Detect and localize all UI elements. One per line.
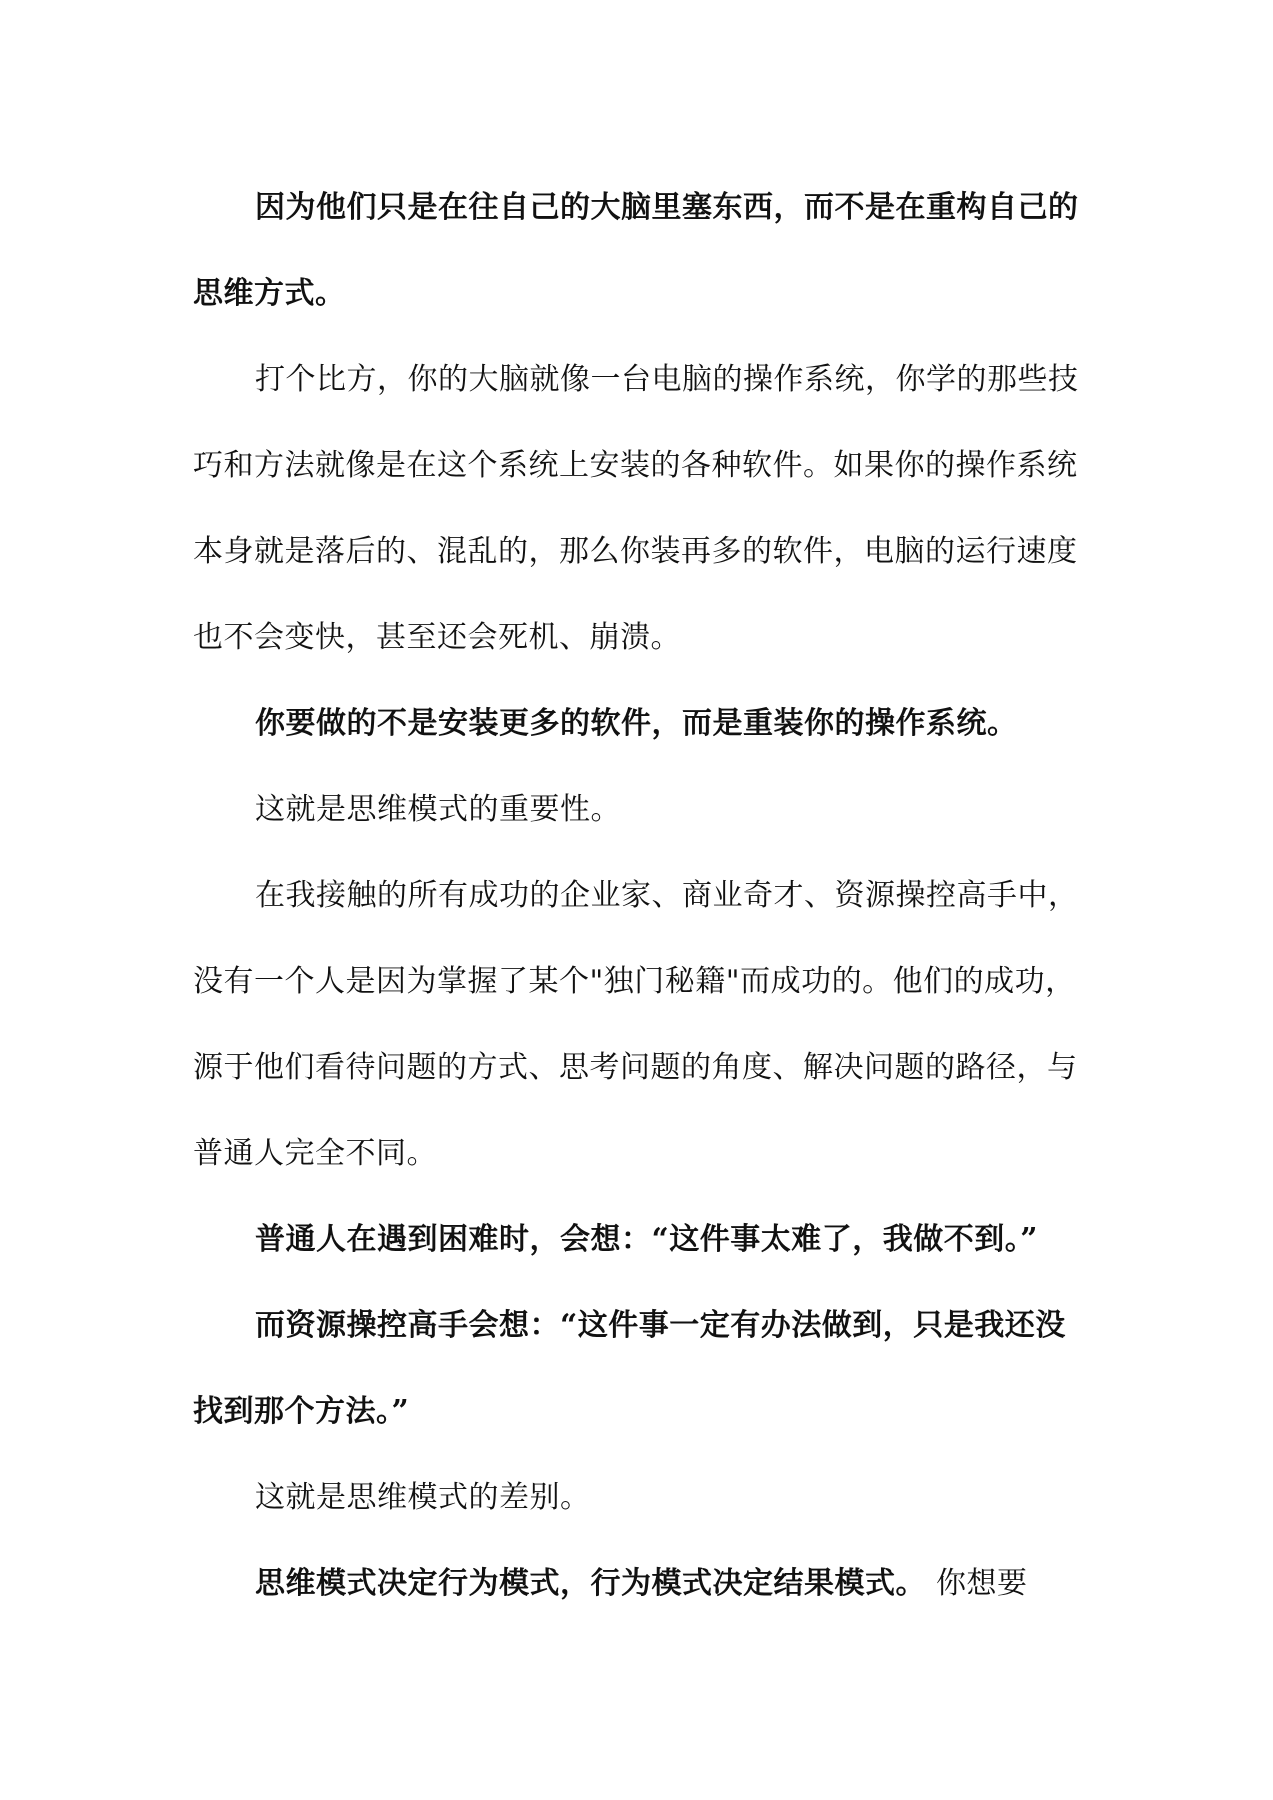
paragraph-7-bold-text: 而资源操控高手会想：“这件事一定有办法做到，只是我还没找到那个方法。” [193,1308,1066,1429]
paragraph-3-bold-text: 你要做的不是安装更多的软件，而是重装你的操作系统。 [255,706,1018,741]
paragraph-5-text: 在我接触的所有成功的企业家、商业奇才、资源操控高手中，没有一个人是因为掌握了某个"独门秘籍"而成功的。他们的成功，源于他们看待问题的方式、思考问题的角度、解决问题的路径，与普通人完全不同。 [193,878,1079,1171]
paragraph-3 [193,681,1083,767]
paragraph-4-text: 这就是思维模式的重要性。 [255,792,621,827]
paragraph-6 [193,1197,1083,1283]
paragraph-5 [193,853,1083,1197]
paragraph-7 [193,1283,1083,1455]
paragraph-2-text: 打个比方，你的大脑就像一台电脑的操作系统，你学的那些技巧和方法就像是在这个系统上安装的各种软件。如果你的操作系统本身就是落后的、混乱的，那么你装再多的软件，电脑的运行速度也不会变快，甚至还会死机、崩溃。 [193,362,1079,655]
paragraph-9-text: 你想要 [926,1566,1028,1601]
paragraph-6-bold-text: 普通人在遇到困难时，会想：“这件事太难了，我做不到。” [255,1222,1039,1257]
paragraph-8-text: 这就是思维模式的差别。 [255,1480,591,1515]
paragraph-9-bold-text: 思维模式决定行为模式，行为模式决定结果模式。 [255,1566,926,1601]
paragraph-8 [193,1455,1083,1541]
paragraph-4 [193,767,1083,853]
document-body [193,165,1083,1627]
paragraph-2 [193,337,1083,681]
paragraph-1 [193,165,1083,337]
paragraph-9 [193,1541,1083,1627]
paragraph-1-bold-text: 因为他们只是在往自己的大脑里塞东西，而不是在重构自己的思维方式。 [193,190,1079,311]
